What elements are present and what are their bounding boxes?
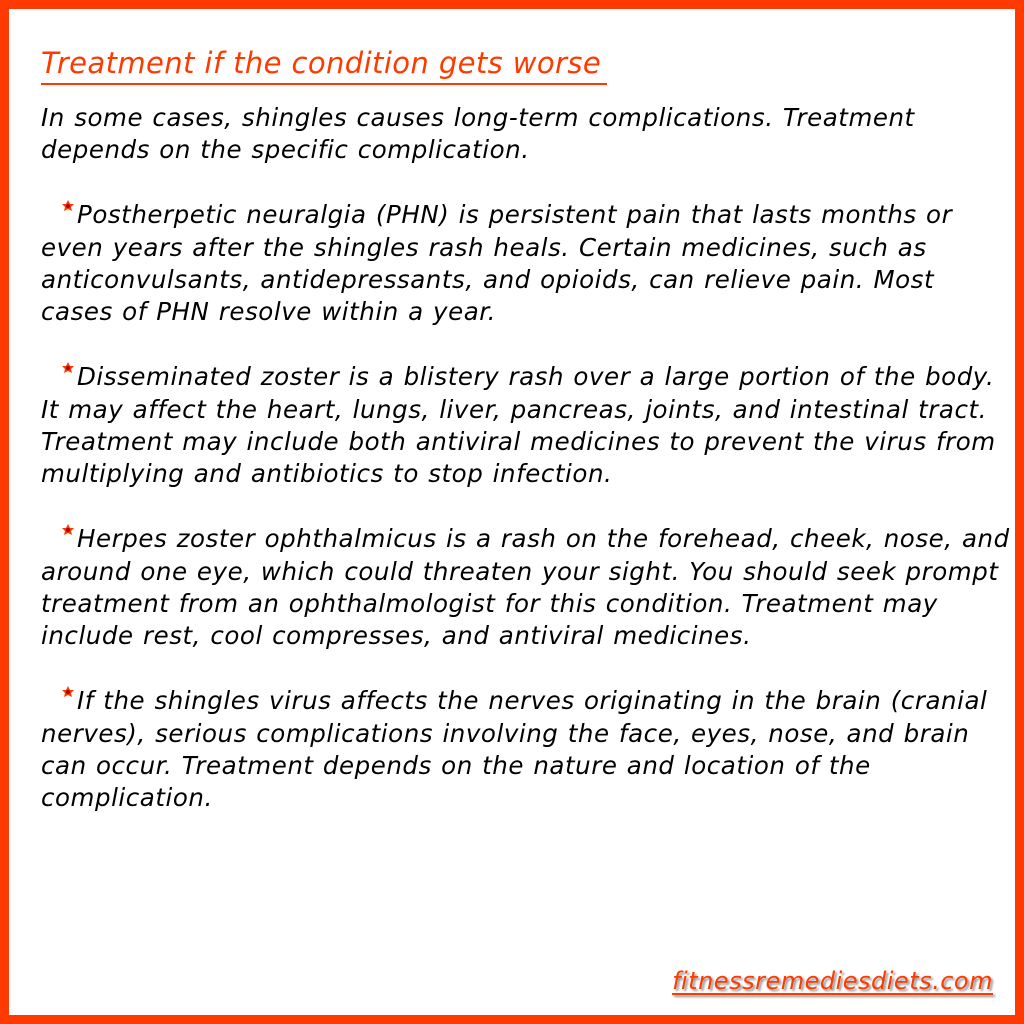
article-content	[41, 43, 1013, 847]
bullet-item-disseminated	[41, 361, 1013, 491]
bullet-text: Herpes zoster ophthalmicus is a rash on the forehead, cheek, nose, and around one eye, which could threaten your sight. You should seek prompt treatment from an ophthalmologist for this condition. Treatment may include rest, cool compresses, and antiviral medicines.	[41, 524, 1010, 651]
bullet-item-ophthalmicus	[41, 523, 1013, 653]
site-watermark: fitnessremediesdiets.com	[672, 967, 993, 995]
bullet-text: Disseminated zoster is a blistery rash over a large portion of the body. It may affect the heart, lungs, liver, pancreas, joints, and intestinal tract. Treatment may include both antiviral medicines to prevent the virus from multiplying and antibiotics to stop infection.	[41, 362, 996, 489]
bullet-item-phn	[41, 199, 1013, 329]
bullet-text: If the shingles virus affects the nerves originating in the brain (cranial nerves), serious complications involving the face, eyes, nose, and brain can occur. Treatment depends on the nature and location of the complication.	[41, 686, 988, 813]
intro-paragraph: In some cases, shingles causes long-term complications. Treatment depends on the specific complication.	[41, 103, 915, 165]
section-heading: Treatment if the condition gets worse	[41, 43, 607, 85]
bullet-icon	[41, 537, 77, 547]
bullet-item-cranial	[41, 685, 1013, 815]
bullet-text: Postherpetic neuralgia (PHN) is persistent pain that lasts months or even years after the shingles rash heals. Certain medicines, such as anticonvulsants, antidepressants, and opioids, can relieve pain. Most cases of PHN resolve within a year.	[41, 200, 953, 327]
bullet-icon	[41, 375, 77, 385]
bullet-icon	[41, 699, 77, 709]
bullet-icon	[41, 213, 77, 223]
